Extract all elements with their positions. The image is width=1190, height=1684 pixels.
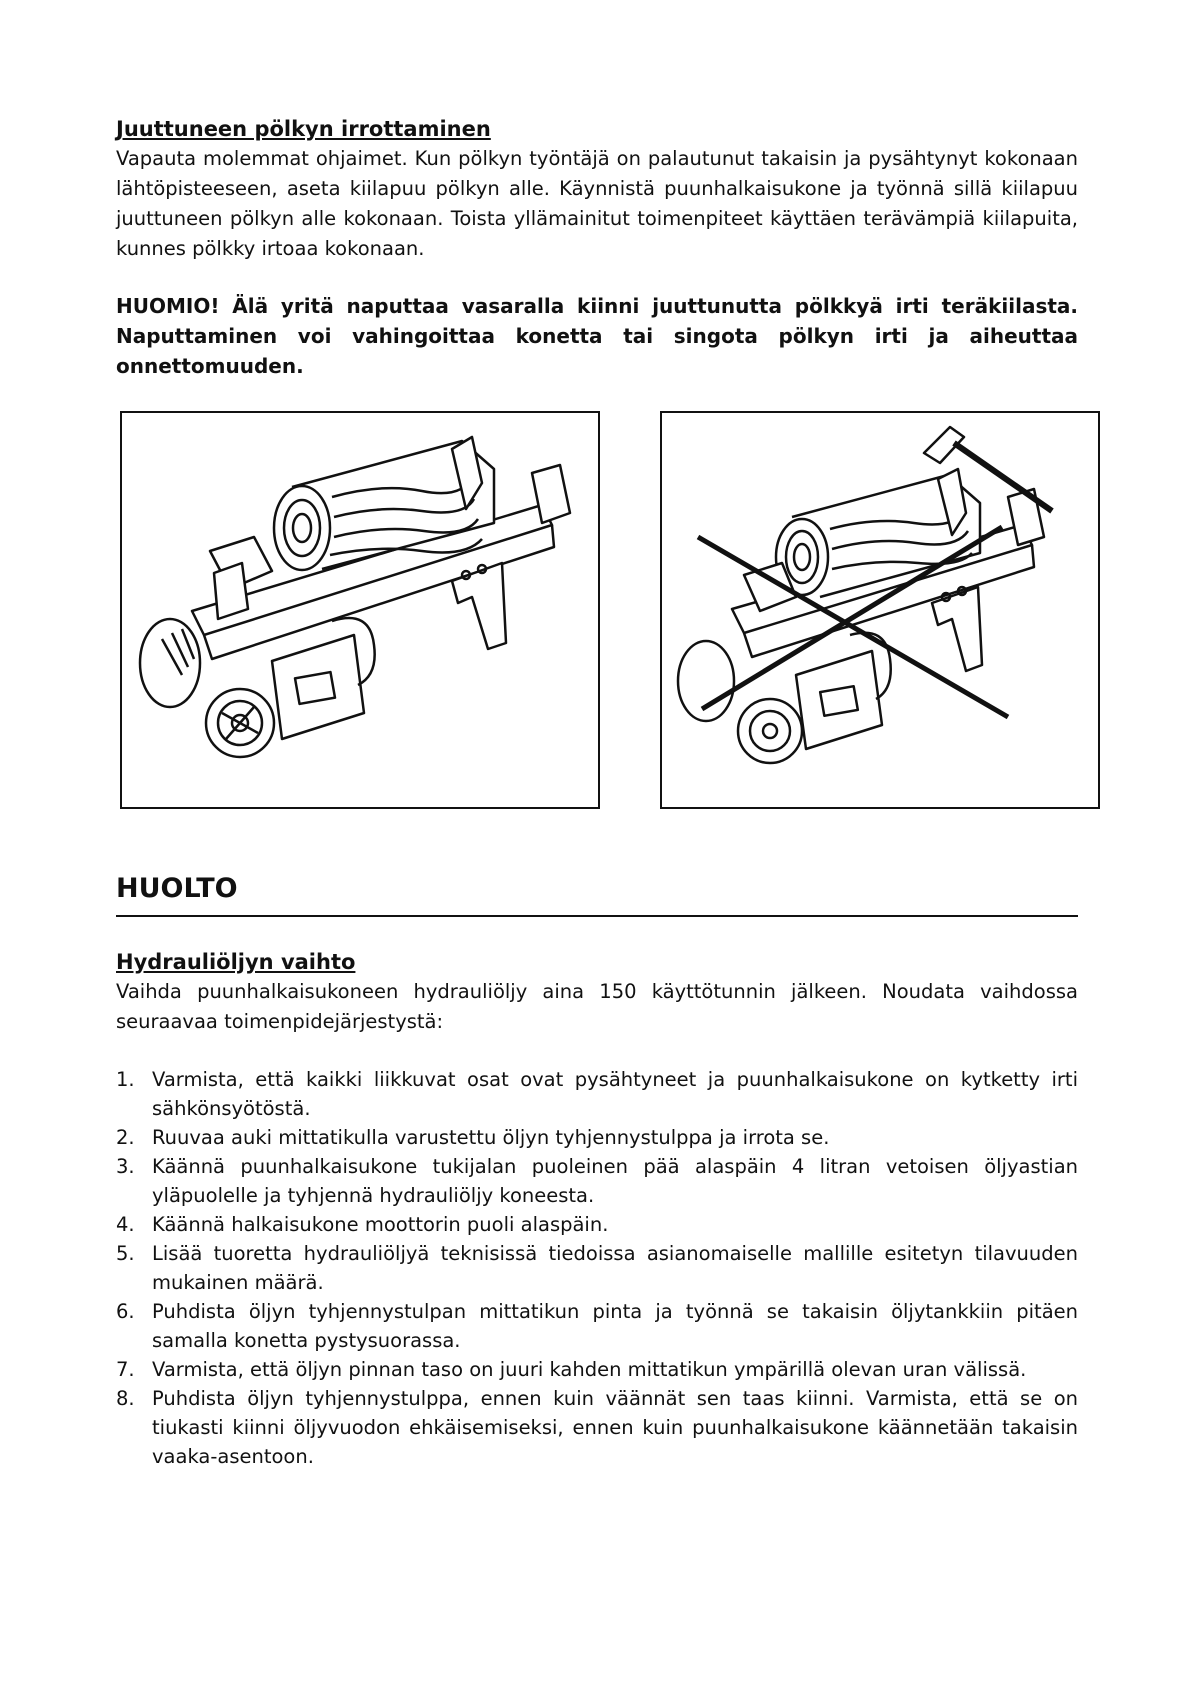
- list-item: 1. Varmista, että kaikki liikkuvat osat ovat pysähtyneet ja puunhalkaisukone on kytketty irti sähkönsyötöstä.: [116, 1068, 1078, 1120]
- oil-change-steps: [116, 1065, 1078, 1471]
- document-page: [116, 114, 1078, 1471]
- section-heading-stuck-log: Juuttuneen pölkyn irrottaminen: [116, 117, 491, 141]
- section-divider: [116, 915, 1078, 917]
- warning-text: HUOMIO! Älä yritä naputtaa vasaralla kiinni juuttunutta pölkkyä irti teräkiilasta. Naputtaminen voi vahingoittaa konetta tai singota pölkyn irti ja aiheuttaa onnettomuuden.: [116, 294, 1078, 378]
- list-item: 7. Varmista, että öljyn pinnan taso on juuri kahden mittatikun ympärillä olevan uran välissä.: [116, 1358, 1027, 1381]
- log-splitter-hammer-forbidden-icon: [662, 413, 1098, 807]
- section-title-maintenance: HUOLTO: [116, 873, 238, 904]
- list-item: 4. Käännä halkaisukone moottorin puoli alaspäin.: [116, 1213, 609, 1236]
- figure-forbidden: [660, 411, 1100, 809]
- oil-change-intro: Vaihda puunhalkaisukoneen hydrauliöljy aina 150 käyttötunnin jälkeen. Noudata vaihdossa seuraavaa toimenpidejärjestystä:: [116, 980, 1078, 1033]
- oil-change-section: [116, 947, 1078, 1471]
- figure-correct: [120, 411, 600, 809]
- figures-row: [116, 411, 1078, 809]
- list-item: 5. Lisää tuoretta hydrauliöljyä teknisissä tiedoissa asianomaiselle mallille esitetyn tilavuuden mukainen määrä.: [116, 1242, 1078, 1294]
- list-item: 3. Käännä puunhalkaisukone tukijalan puoleinen pää alaspäin 4 litran vetoisen öljyastian yläpuolelle ja tyhjennä hydrauliöljy koneesta.: [116, 1155, 1078, 1207]
- list-item: 6. Puhdista öljyn tyhjennystulpan mittatikun pinta ja työnnä se takaisin öljytankkiin pitäen samalla konetta pystysuorassa.: [116, 1300, 1078, 1352]
- log-splitter-correct-icon: [122, 413, 598, 807]
- list-item: 8. Puhdista öljyn tyhjennystulppa, ennen kuin väännät sen taas kiinni. Varmista, että se on tiukasti kiinni öljyvuodon ehkäisemiseksi, ennen kuin puunhalkaisukone käännetään takaisin vaaka-asentoon.: [116, 1387, 1078, 1468]
- stuck-log-paragraph: Vapauta molemmat ohjaimet. Kun pölkyn työntäjä on palautunut takaisin ja pysähtynyt kokonaan lähtöpisteeseen, aseta kiilapuu pölkyn alle. Käynnistä puunhalkaisukone ja työnnä sillä kiilapuu juuttuneen pölkyn alle kokonaan. Toista yllämainitut toimenpiteet käyttäen terävämpiä kiilapuita, kunnes pölkky irtoaa kokonaan.: [116, 147, 1078, 260]
- list-item: 2. Ruuvaa auki mittatikulla varustettu öljyn tyhjennystulppa ja irrota se.: [116, 1126, 830, 1149]
- section-heading-oil-change: Hydrauliöljyn vaihto: [116, 950, 356, 974]
